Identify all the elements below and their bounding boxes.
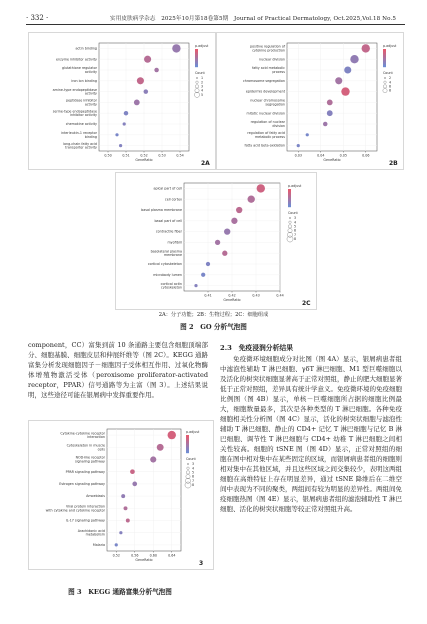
data-point <box>154 68 159 73</box>
category-label: contractile fiber <box>155 229 182 234</box>
color-scale-segment <box>288 195 291 197</box>
category-label: regulation of nuclear division <box>250 120 285 128</box>
data-point <box>224 228 230 234</box>
x-tick-label: 0.03 <box>294 153 302 158</box>
legend-size-label: 6 <box>294 228 297 233</box>
legend-size-circle <box>194 92 199 97</box>
category-label: Amoebiasis <box>86 494 105 499</box>
color-scale-segment <box>195 60 198 62</box>
legend-size-label: 1 <box>201 76 204 81</box>
figure2-subcaption: 2A：分子功能；2B：生物过程；2C：细胞组成 <box>158 312 269 318</box>
color-scale-segment <box>383 51 386 53</box>
panel-tag: 2A <box>201 160 210 167</box>
x-axis-label: GeneRatio <box>135 158 153 162</box>
category-label: Estrogen signaling pathway <box>59 482 105 486</box>
data-point <box>144 56 151 63</box>
x-tick-label: 0.51 <box>122 153 130 158</box>
legend-size-label: 8 <box>389 88 392 93</box>
data-point <box>323 122 328 127</box>
x-tick-label: 0.56 <box>131 553 139 558</box>
x-tick-label: 0.64 <box>168 553 176 558</box>
legend-size-circle <box>383 88 387 92</box>
category-label: IL-17 signaling pathway <box>65 518 105 523</box>
data-point <box>215 240 220 245</box>
data-point <box>341 87 349 95</box>
x-tick-label: 0.54 <box>176 153 184 158</box>
legend-size-label: 8 <box>192 483 195 488</box>
legend-size-circle <box>383 85 386 88</box>
legend-title-color: p.adjust <box>195 44 209 48</box>
color-scale-segment <box>195 51 198 53</box>
category-label: enzyme inhibitor activity <box>56 57 97 62</box>
color-scale-segment <box>383 57 386 59</box>
color-scale-segment <box>195 49 198 51</box>
legend-size-label: 6 <box>389 84 392 89</box>
category-label: basal part of cell <box>154 218 182 223</box>
data-point <box>362 44 370 52</box>
category-label: positive regulation of cytokine production <box>250 44 285 53</box>
journal-running-title: 实用皮肤病学杂志 2025年10月第18卷第5期 Journal of Practical Dermatology, Oct.2025,Vol.18 No.5 <box>110 16 397 22</box>
legend-title-color: p.adjust <box>186 430 200 434</box>
x-tick-label: 0.06 <box>362 153 370 158</box>
data-point <box>222 251 227 256</box>
legend-size-label: 6 <box>192 474 195 479</box>
category-label: basolateral plasma membrane <box>150 249 182 258</box>
data-point <box>327 100 333 106</box>
legend-title-size: Count <box>288 211 298 215</box>
bubble-chart-2c <box>116 173 316 309</box>
legend-size-label: 7 <box>192 478 195 483</box>
x-axis-label: GeneRatio <box>323 158 341 162</box>
category-label: Cytokine-cytokine receptor interaction <box>60 431 105 440</box>
x-tick-label: 0.44 <box>276 293 284 298</box>
color-scale-segment <box>186 447 189 449</box>
color-scale-segment <box>288 198 291 200</box>
legend-size-label: 2 <box>389 76 392 81</box>
category-label: nuclear division <box>259 57 285 62</box>
data-point <box>350 55 358 63</box>
legend-size-circle <box>288 225 291 228</box>
category-label: nuclear chromosome segregation <box>250 98 285 107</box>
legend-size-circle <box>289 221 292 224</box>
category-label: actin binding <box>75 46 97 51</box>
x-axis-label: GeneRatio <box>135 558 153 562</box>
right-paragraph: 免疫微环境细胞成分对比图（图 4A）显示，银屑病患者组中滤泡性辅助 T 淋巴细胞、γδT 淋巴细胞、M1 型巨噬细胞以及活化的树突状细胞显著高于正常对照组，静止的肥大细胞显著低于正常对照组，差异具有统计学意义。免疫微环境的免疫细胞比例图（图 4B）显示，单核－巨噬细胞所占据的细胞比例最大，细胞数量最多，其次是各种类型的 T 淋巴细胞。各种免疫细胞相关性分析图（图 4C）显示，活化的树突状细胞与滤泡性辅助 T 淋巴细胞、静止的 CD4+ 记忆 T 淋巴细胞与记忆 B 淋巴细胞、调节性 T 淋巴细胞与 CD4+ 幼稚 T 淋巴细胞之间相关性较高。细胞的 tSNE 图（图 4D）显示，正常对照组的细胞在图中相对集中在某些固定的区域，而银屑病患者组的细胞则相对集中在其他区域，并且这些区域之间交集较少，表明这两组细胞在高维特征上存在明显差异，通过 tSNE 降维后在二维空间中表现为不同的聚类，两组间有较为明显的差异性。两组间免疫细胞热图（图 4E）显示，银屑病患者组的滤泡辅助性 T 淋巴细胞、活化的树突状细胞等较正常对照组升高。 <box>220 355 402 513</box>
panel-2b <box>216 32 404 170</box>
color-scale-segment <box>195 61 198 63</box>
category-label: Malaria <box>92 543 105 547</box>
category-label: chemokine activity <box>65 122 97 127</box>
color-scale-segment <box>288 203 291 205</box>
category-label: Arachidonic acid metabolism <box>77 528 105 537</box>
x-tick-label: 0.04 <box>317 153 325 158</box>
x-tick-label: 0.52 <box>140 153 148 158</box>
data-point <box>248 196 255 203</box>
color-scale-segment <box>186 446 189 448</box>
data-point <box>335 77 342 84</box>
category-label: NOD-like receptor signaling pathway <box>74 455 105 464</box>
color-scale-segment <box>186 441 189 443</box>
color-scale-segment <box>288 192 291 194</box>
x-tick-label: 0.60 <box>149 553 157 558</box>
legend-size-circle <box>289 217 291 219</box>
legend-size-circle <box>196 77 198 79</box>
category-label: long-chain fatty acid transporter activity <box>63 141 97 150</box>
data-point <box>123 122 126 125</box>
legend-title-size: Count <box>195 71 205 75</box>
color-scale-segment <box>195 55 198 57</box>
category-label: fatty acid metabolic process <box>252 66 285 74</box>
legend-size-circle <box>384 77 386 79</box>
category-label: mitotic nuclear division <box>246 111 285 116</box>
color-scale-segment <box>195 58 198 60</box>
data-point <box>231 218 237 224</box>
category-label: cortical cytoskeleton <box>147 262 182 267</box>
data-point <box>137 77 144 84</box>
legend-size-label: 3 <box>201 84 204 89</box>
category-label: fatty acid beta-oxidation <box>244 143 285 148</box>
legend-title-size: Count <box>186 457 196 461</box>
legend-size-circle <box>384 81 387 84</box>
legend-size-label: 7 <box>294 232 297 237</box>
x-tick-label: 0.50 <box>104 153 112 158</box>
bubble-chart-2b <box>217 33 403 169</box>
data-point <box>257 184 265 192</box>
category-label: iron ion binding <box>71 78 97 83</box>
legend-size-label: 5 <box>192 470 195 475</box>
left-paragraph: component，CC）富集到前 10 条通路主要包含细胞顶端部分、细胞基膜、细胞皮层和伸展纤维等（图 2C）。KEGG 通路富集分析发现细胞因子－细胞因子受体相互作用、过氧化物酶体增殖物激活受体（peroxisome proliferator-activated receptor，PPAR）信号通路等为主富（图 3）。上述结果说明，这些途径可能在银屑病中发挥重要作用。 <box>28 341 208 399</box>
data-point <box>121 494 125 498</box>
color-scale-segment <box>195 66 198 68</box>
figure2-caption: 图 2 GO 分析气泡图 <box>180 323 247 331</box>
color-scale-segment <box>288 189 291 191</box>
category-label: PPAR signaling pathway <box>65 469 105 474</box>
color-scale-segment <box>288 194 291 196</box>
x-tick-label: 0.41 <box>204 293 212 298</box>
data-point <box>201 273 205 277</box>
category-label: microbody lumen <box>153 272 182 277</box>
legend-size-label: 3 <box>192 462 195 467</box>
data-point <box>124 506 128 510</box>
legend-size-circle <box>185 482 191 488</box>
color-scale-segment <box>186 437 189 439</box>
data-point <box>115 543 118 546</box>
category-label: cell cortex <box>164 197 182 202</box>
page-number: · 332 · <box>26 14 49 22</box>
color-scale-segment <box>186 440 189 442</box>
color-scale-segment <box>288 204 291 206</box>
data-point <box>119 531 122 534</box>
color-scale-segment <box>195 57 198 59</box>
data-point <box>134 100 140 106</box>
data-point <box>126 519 130 523</box>
legend-size-label: 4 <box>389 80 392 85</box>
category-label: apical part of cell <box>153 186 182 191</box>
category-label: cortical actin cytoskeleton <box>160 281 182 290</box>
panel-tag: 3 <box>199 560 204 567</box>
legend-size-label: 2 <box>201 80 204 85</box>
data-point <box>194 284 197 287</box>
panel-2a <box>28 32 216 170</box>
legend-size-label: 8 <box>294 237 297 242</box>
legend-size-label: 5 <box>294 224 297 229</box>
legend-size-label: 4 <box>294 220 297 225</box>
data-point <box>119 144 122 147</box>
data-point <box>132 482 137 487</box>
color-scale-segment <box>186 435 189 437</box>
bubble-chart-3 <box>29 421 213 569</box>
section-2-3-title: 2.3 免疫浸润分析结果 <box>220 344 293 352</box>
color-scale-segment <box>186 452 189 454</box>
category-label: myofibril <box>167 240 182 245</box>
x-tick-label: 0.52 <box>112 553 120 558</box>
color-scale-segment <box>195 52 198 54</box>
color-scale-segment <box>383 49 386 51</box>
x-tick-label: 0.05 <box>339 153 347 158</box>
color-scale-segment <box>195 54 198 56</box>
legend-title-color: p.adjust <box>288 184 302 188</box>
category-label: regulation of fatty acid metabolic process <box>247 131 285 139</box>
color-scale-segment <box>383 54 386 56</box>
color-scale-segment <box>186 438 189 440</box>
category-label: glutathione regulator activity <box>62 66 97 74</box>
panel-3 <box>28 420 214 570</box>
panel-2c <box>115 172 317 310</box>
data-point <box>150 456 156 462</box>
x-tick-label: 0.43 <box>252 293 260 298</box>
category-label: interleukin-1 receptor binding <box>61 131 97 139</box>
data-point <box>124 111 129 116</box>
category-label: amine-type endopeptidase activity <box>52 87 97 96</box>
color-scale-segment <box>288 201 291 203</box>
category-label: peptidase inhibitor activity <box>65 98 97 107</box>
legend-size-circle <box>187 463 189 465</box>
figure3-caption: 图 3 KEGG 通路富集分析气泡图 <box>68 588 172 596</box>
x-axis-label: GeneRatio <box>223 298 241 302</box>
data-point <box>327 110 333 116</box>
color-scale-segment <box>288 200 291 202</box>
color-scale-segment <box>195 63 198 65</box>
journal-header <box>0 0 427 26</box>
data-point <box>172 44 180 52</box>
legend-title-size: Count <box>383 71 393 75</box>
panel-tag: 2C <box>302 300 311 307</box>
legend-size-circle <box>186 471 189 474</box>
category-label: chromosome segregation <box>242 78 285 83</box>
data-point <box>144 89 149 94</box>
header-rule <box>26 24 405 25</box>
color-scale-segment <box>383 63 386 65</box>
data-point <box>306 133 309 136</box>
data-point <box>236 207 242 213</box>
color-scale-segment <box>195 64 198 66</box>
data-point <box>168 431 176 439</box>
color-scale-segment <box>186 449 189 451</box>
color-scale-segment <box>288 197 291 199</box>
legend-title-color: p.adjust <box>383 44 397 48</box>
color-scale-segment <box>186 450 189 452</box>
color-scale-segment <box>288 206 291 208</box>
color-scale-segment <box>383 52 386 54</box>
category-label: serine-type endopeptidase inhibitor activity <box>52 109 97 118</box>
category-label: epidermis development <box>245 89 285 94</box>
legend-size-label: 4 <box>201 88 204 93</box>
legend-size-circle <box>195 85 198 88</box>
category-label: basal plasma membrane <box>141 208 182 213</box>
data-point <box>157 444 164 451</box>
legend-size-label: 4 <box>192 466 195 471</box>
color-scale-segment <box>186 443 189 445</box>
legend-size-circle <box>287 236 293 242</box>
color-scale-segment <box>383 66 386 68</box>
data-point <box>344 66 351 73</box>
panel-tag: 2B <box>389 160 398 167</box>
data-point <box>115 133 118 136</box>
legend-size-label: 3 <box>294 216 297 221</box>
color-scale-segment <box>288 191 291 193</box>
legend-size-label: 5 <box>201 92 204 97</box>
category-label: Cytoskeleton in muscle cells <box>66 443 105 452</box>
color-scale-segment <box>383 58 386 60</box>
color-scale-segment <box>383 64 386 66</box>
data-point <box>297 144 300 147</box>
category-label: Viral protein interaction with cytokine and cytokine receptor <box>45 504 105 513</box>
legend-size-circle <box>187 467 190 470</box>
bubble-chart-2a <box>29 33 215 169</box>
color-scale-segment <box>383 60 386 62</box>
color-scale-segment <box>186 444 189 446</box>
x-tick-label: 0.53 <box>158 153 166 158</box>
color-scale-segment <box>383 55 386 57</box>
data-point <box>206 262 210 266</box>
data-point <box>130 469 135 474</box>
legend-size-circle <box>196 81 199 84</box>
color-scale-segment <box>383 61 386 63</box>
x-tick-label: 0.42 <box>228 293 236 298</box>
